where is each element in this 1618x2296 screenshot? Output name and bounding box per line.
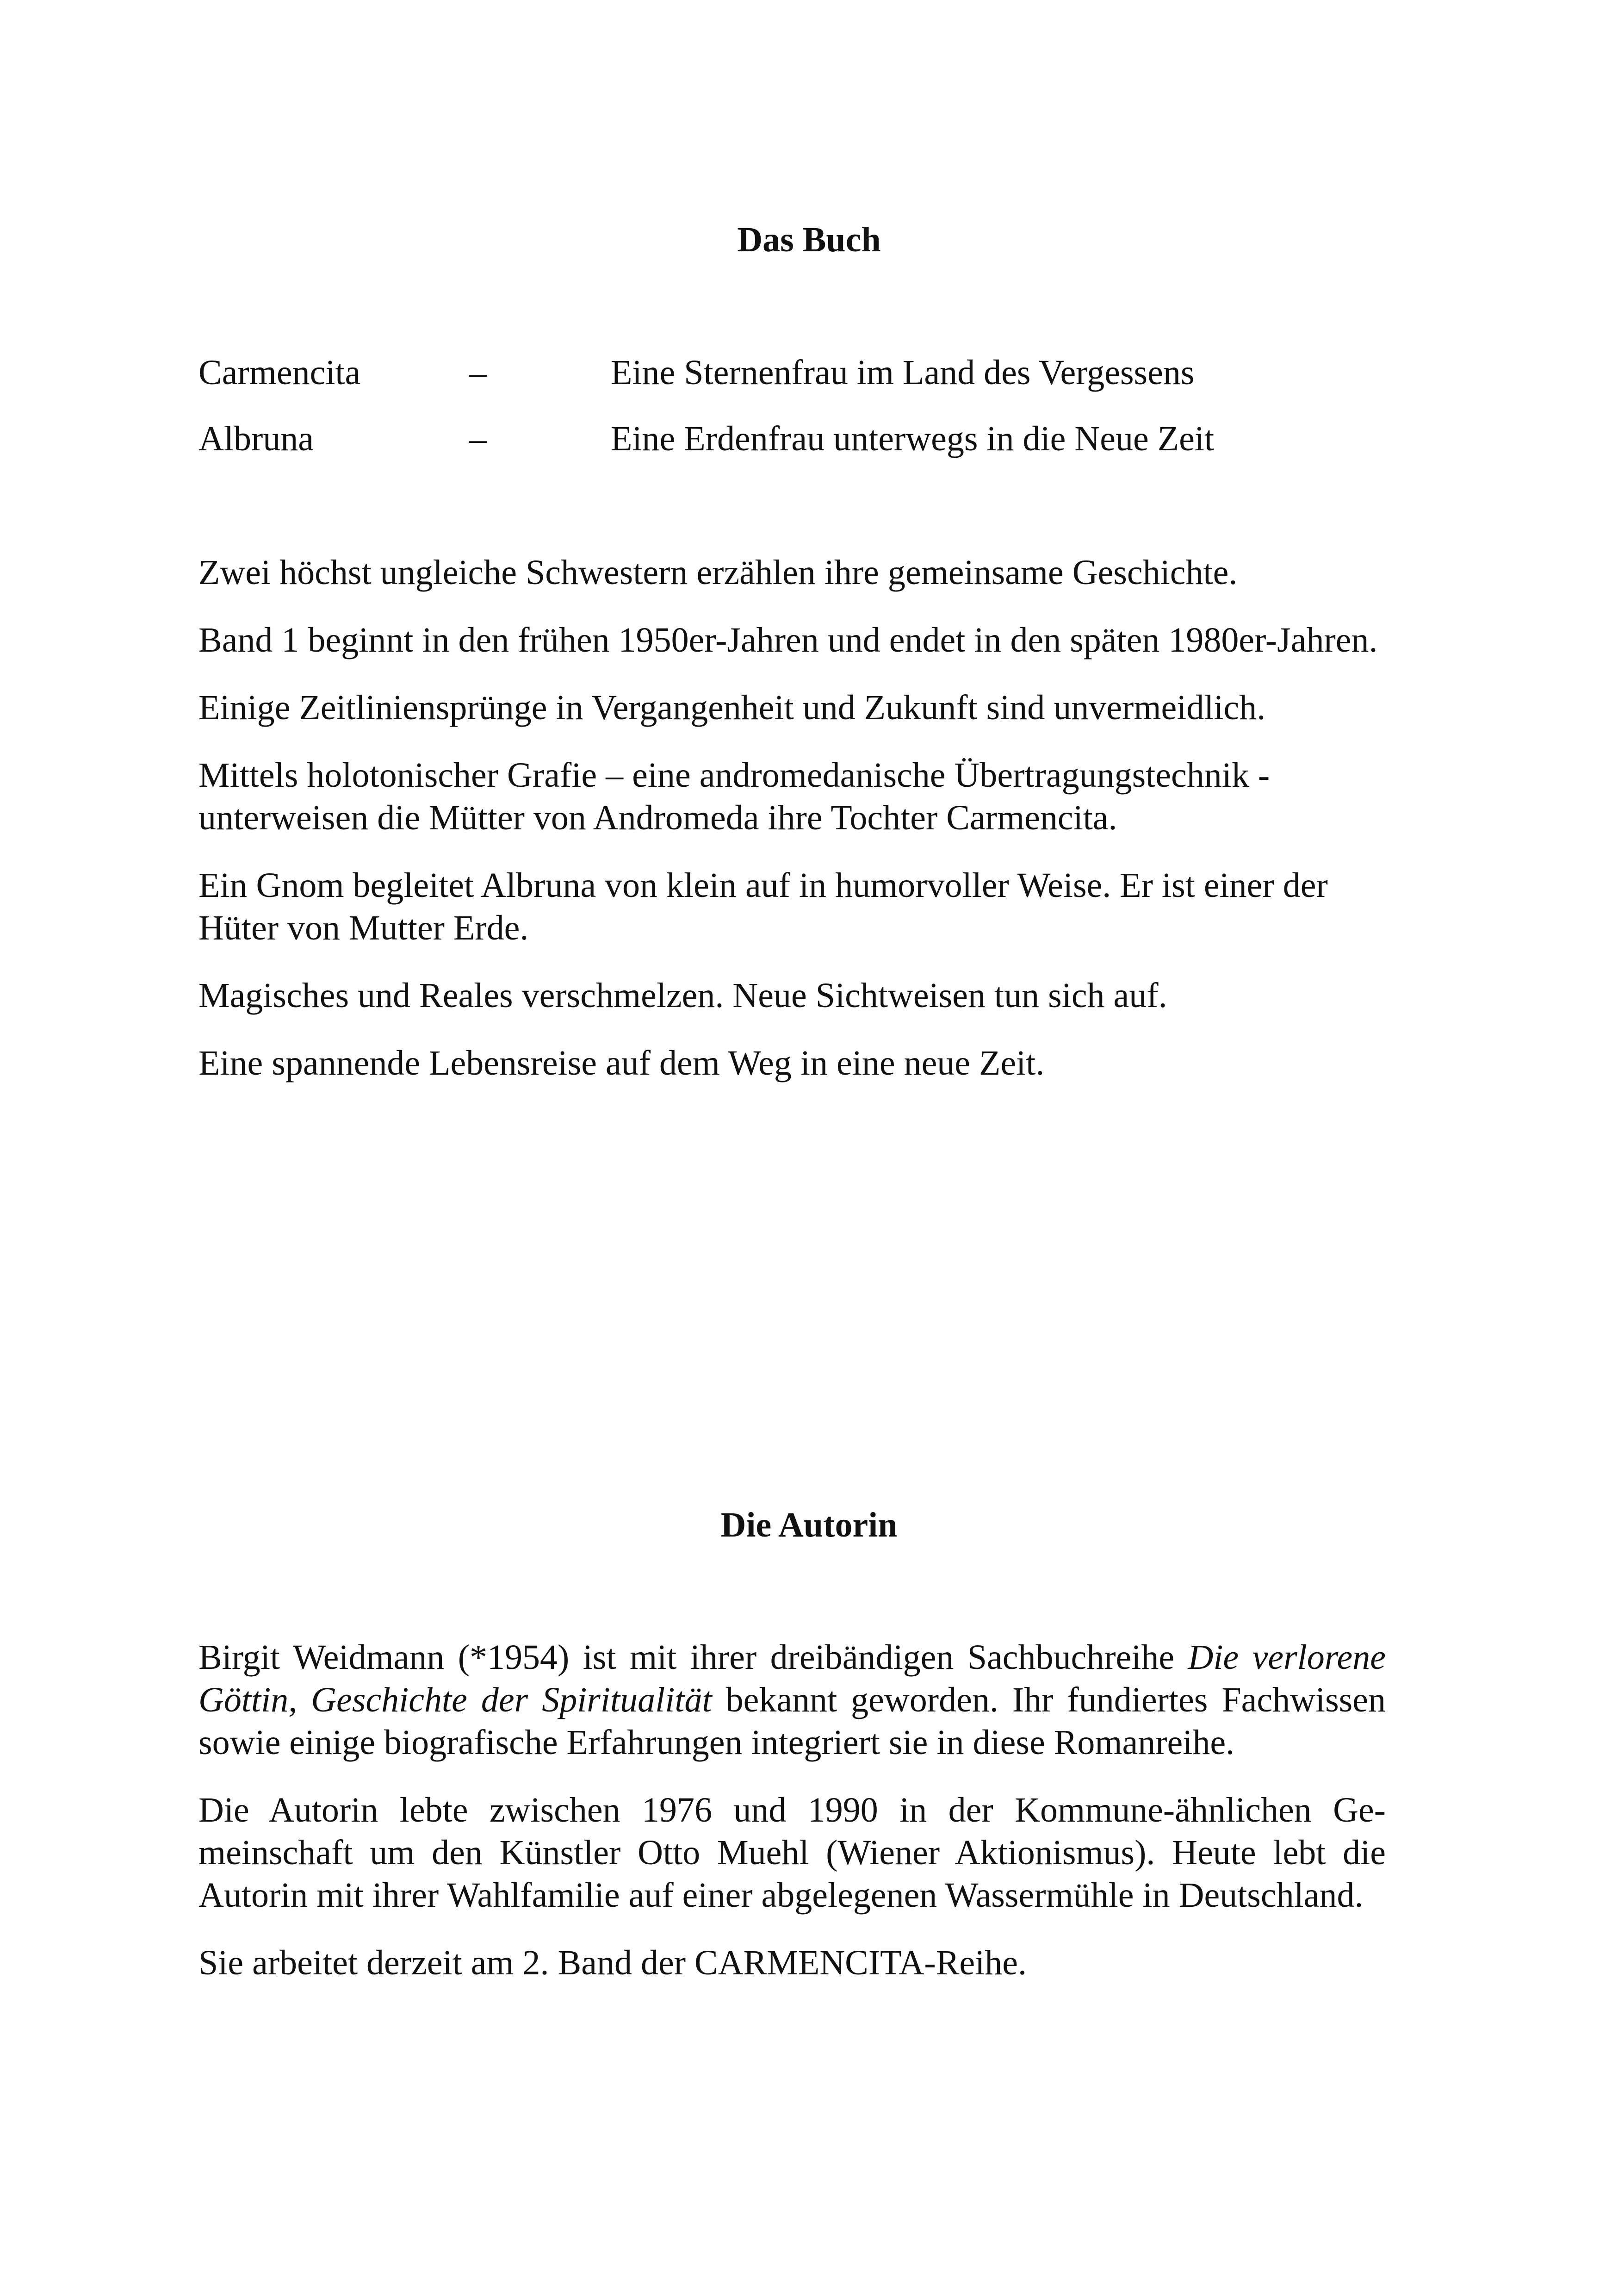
paragraph: Mittels holotonischer Grafie – eine andromedanische Übertragungstechnik - unterweisen die Mütter von Andromeda ihre Tochter Carmencita.	[198, 756, 1270, 837]
paragraph: Eine spannende Lebensreise auf dem Weg in eine neue Zeit.	[198, 1044, 1045, 1083]
title-name: Carmencita	[198, 353, 361, 392]
book-description	[198, 551, 1386, 1109]
title-name: Albruna	[198, 419, 314, 458]
book-series-title: Die verlorene Göttin, Geschichte der Spiritualität	[198, 1638, 1386, 1719]
author-bio	[198, 1636, 1386, 2009]
text: bekannt geworden. Ihr fundiertes Fachwissen sowie einige biografische Erfahrungen integriert sie in diese Romanreihe.	[198, 1680, 1386, 1762]
paragraph: Zwei höchst ungleiche Schwestern erzählen ihre gemeinsame Geschichte.	[198, 553, 1238, 592]
book-heading: Das Buch	[737, 220, 881, 259]
text: Birgit Weidmann (*1954) ist mit ihrer dreibändigen Sachbuchreihe	[198, 1638, 1188, 1677]
title-dash: –	[469, 353, 487, 392]
author-paragraph-2: Die Autorin lebte zwischen 1976 und 1990 in der Kommune-ähnlichen Gemeinschaft um den Künstler Otto Muehl (Wiener Aktionismus). Heute lebt die Autorin mit ihrer Wahlfamilie auf einer abgelegenen Wassermühle in Deutschland.	[198, 1791, 1386, 1915]
title-row-carmencita	[198, 351, 1401, 394]
title-subtitle: Eine Erdenfrau unterwegs in die Neue Zeit	[611, 419, 1215, 458]
author-paragraph-1	[198, 1636, 1386, 1764]
author-heading: Die Autorin	[720, 1506, 898, 1544]
paragraph: Einige Zeitliniensprünge in Vergangenheit und Zukunft sind unvermeidlich.	[198, 688, 1266, 727]
paragraph: Magisches und Reales verschmelzen. Neue Sichtweisen tun sich auf.	[198, 976, 1167, 1015]
title-dash: –	[469, 419, 487, 458]
author-paragraph-3: Sie arbeitet derzeit am 2. Band der CARMENCITA-Reihe.	[198, 1943, 1027, 1982]
title-subtitle: Eine Sternenfrau im Land des Vergessens	[611, 353, 1195, 392]
paragraph: Ein Gnom begleitet Albruna von klein auf in humorvoller Weise. Er ist einer der Hüter von Mutter Erde.	[198, 866, 1328, 947]
title-row-albruna	[198, 417, 1401, 460]
paragraph: Band 1 beginnt in den frühen 1950er-Jahren und endet in den späten 1980er-Jahren.	[198, 621, 1378, 660]
